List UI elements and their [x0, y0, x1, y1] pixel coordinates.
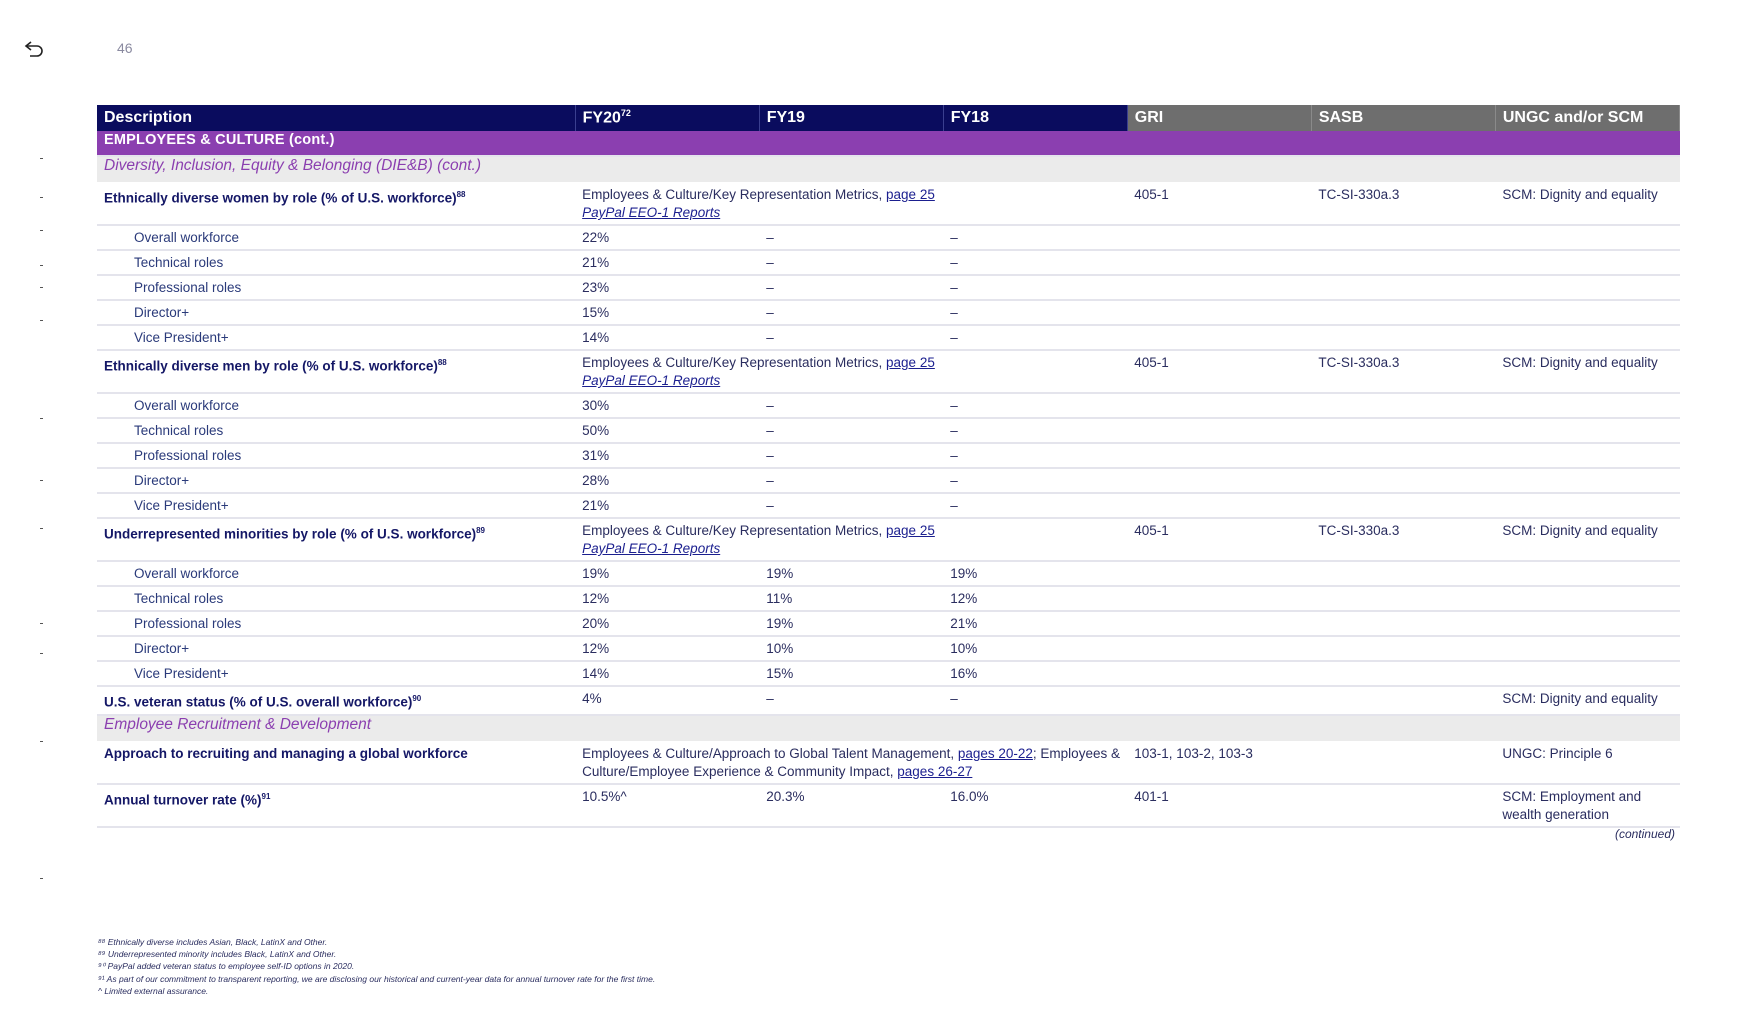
reference-cell: Employees & Culture/Key Representation Metrics, page 25 PayPal EEO-1 Reports — [575, 518, 1127, 561]
table-row — [97, 561, 1680, 586]
fy19-cell: 19% — [759, 561, 943, 586]
footnote: ⁸⁸ Ethnically diverse includes Asian, Black, LatinX and Other. — [98, 937, 328, 947]
fy19-cell: – — [759, 225, 943, 250]
eeo-reports-link[interactable]: PayPal EEO-1 Reports — [582, 373, 721, 388]
fy18-cell: – — [943, 393, 1127, 418]
fy20-cell: 31% — [575, 443, 759, 468]
table-row — [97, 468, 1680, 493]
sasb-cell: TC-SI-330a.3 — [1311, 183, 1495, 226]
footnote: ^ Limited external assurance. — [98, 985, 209, 996]
row-sublabel: Vice President+ — [97, 493, 575, 518]
fy19-cell: – — [759, 325, 943, 350]
fy18-cell: – — [943, 443, 1127, 468]
table-row — [97, 325, 1680, 350]
fy19-cell: – — [759, 418, 943, 443]
data-table — [97, 105, 1680, 828]
header-fy20: $FY20^{72}$ — [575, 105, 759, 131]
fy19-cell: 19% — [759, 611, 943, 636]
fy18-cell: – — [943, 493, 1127, 518]
row-sublabel: Overall workforce — [97, 561, 575, 586]
table-header-row — [97, 105, 1680, 131]
fy19-cell: 10% — [759, 636, 943, 661]
fy19-cell: – — [759, 300, 943, 325]
fy19-cell: – — [759, 493, 943, 518]
row-sublabel: Professional roles — [97, 611, 575, 636]
scm-cell: SCM: Dignity and equality — [1495, 686, 1679, 715]
table-row — [97, 784, 1680, 827]
fy20-cell: 28% — [575, 468, 759, 493]
fy20-cell: 50% — [575, 418, 759, 443]
row-sublabel: Vice President+ — [97, 325, 575, 350]
row-label: Underrepresented minorities by role (% of U.S. workforce)$^{89}$ — [97, 518, 575, 561]
page-number: 46 — [117, 40, 133, 56]
continued-note: (continued) — [1614, 827, 1675, 841]
row-label: Approach to recruiting and managing a global workforce — [97, 741, 575, 784]
gri-cell: 401-1 — [1127, 784, 1311, 827]
fy18-cell: – — [943, 250, 1127, 275]
sasb-cell: TC-SI-330a.3 — [1311, 518, 1495, 561]
fy18-cell: 16% — [943, 661, 1127, 686]
fy18-cell: 21% — [943, 611, 1127, 636]
fy19-cell: – — [759, 468, 943, 493]
table-row — [97, 250, 1680, 275]
row-sublabel: Overall workforce — [97, 225, 575, 250]
row-sublabel: Director+ — [97, 300, 575, 325]
fy20-cell: 23% — [575, 275, 759, 300]
subsection-row — [97, 156, 1680, 183]
fy18-cell: – — [943, 418, 1127, 443]
fy18-cell: – — [943, 686, 1127, 715]
fy18-cell: 12% — [943, 586, 1127, 611]
subsection-title-dieb: Diversity, Inclusion, Equity & Belonging (DIE&B) (cont.) — [97, 156, 1680, 183]
gri-cell: 405-1 — [1127, 350, 1311, 393]
back-arrow-icon[interactable] — [22, 38, 46, 58]
fy18-cell: 10% — [943, 636, 1127, 661]
row-sublabel: Technical roles — [97, 586, 575, 611]
page-link[interactable]: page 25 — [886, 523, 935, 538]
table-row — [97, 300, 1680, 325]
header-sasb: SASB — [1311, 105, 1495, 131]
fy20-cell: 22% — [575, 225, 759, 250]
table-row — [97, 741, 1680, 784]
footnote: ⁸⁹ Underrepresented minority includes Black, LatinX and Other. — [98, 949, 337, 960]
fy18-cell: – — [943, 275, 1127, 300]
table-row — [97, 418, 1680, 443]
header-ungc-scm: UNGC and/or SCM — [1495, 105, 1679, 131]
page-link[interactable]: pages 26-27 — [897, 763, 973, 779]
scm-cell: SCM: Dignity and equality — [1495, 518, 1679, 561]
gri-cell: 405-1 — [1127, 518, 1311, 561]
fy20-cell: 14% — [575, 661, 759, 686]
fy20-cell: 4% — [575, 686, 759, 715]
table-row — [97, 393, 1680, 418]
table-row — [97, 183, 1680, 226]
row-sublabel: Director+ — [97, 636, 575, 661]
fy20-cell: 21% — [575, 250, 759, 275]
table-row — [97, 350, 1680, 393]
row-sublabel: Overall workforce — [97, 393, 575, 418]
row-label: Ethnically diverse women by role (% of U.S. workforce)$^{88}$ — [97, 183, 575, 226]
row-sublabel: Director+ — [97, 468, 575, 493]
fy20-cell: 12% — [575, 636, 759, 661]
row-label: Ethnically diverse men by role (% of U.S. workforce)$^{88}$ — [97, 350, 575, 393]
reference-cell: Employees & Culture/Key Representation Metrics, page 25 PayPal EEO-1 Reports — [575, 350, 1127, 393]
fy18-cell: – — [943, 225, 1127, 250]
fy19-cell: – — [759, 250, 943, 275]
footnotes — [98, 936, 998, 997]
fy20-cell: 15% — [575, 300, 759, 325]
table-row — [97, 586, 1680, 611]
footnote: ⁹¹ As part of our commitment to transparent reporting, we are disclosing our historical and current-year data for annual turnover rate for the first time. — [98, 973, 656, 984]
row-sublabel: Professional roles — [97, 275, 575, 300]
eeo-reports-link[interactable]: PayPal EEO-1 Reports — [582, 541, 721, 556]
row-sublabel: Professional roles — [97, 443, 575, 468]
fy18-cell: – — [943, 468, 1127, 493]
header-gri: GRI — [1127, 105, 1311, 131]
fy20-cell: 14% — [575, 325, 759, 350]
fy19-cell: – — [759, 443, 943, 468]
scm-cell: UNGC: Principle 6 — [1495, 741, 1679, 784]
header-fy18: FY18 — [943, 105, 1127, 131]
header-description: Description — [97, 105, 575, 131]
fy19-cell: 15% — [759, 661, 943, 686]
section-title: EMPLOYEES & CULTURE (cont.) — [97, 131, 1680, 156]
fy19-cell: 11% — [759, 586, 943, 611]
table-row — [97, 686, 1680, 715]
header-fy19: FY19 — [759, 105, 943, 131]
scm-cell: SCM: Dignity and equality — [1495, 183, 1679, 226]
section-row — [97, 131, 1680, 156]
gri-cell: 405-1 — [1127, 183, 1311, 226]
fy19-cell: 20.3% — [759, 784, 943, 827]
row-sublabel: Technical roles — [97, 250, 575, 275]
side-navigation-ticks — [40, 150, 48, 950]
fy20-cell: 20% — [575, 611, 759, 636]
fy18-cell: – — [943, 300, 1127, 325]
table-row — [97, 275, 1680, 300]
row-label: U.S. veteran status (% of U.S. overall workforce)$^{90}$ — [97, 686, 575, 715]
fy18-cell: – — [943, 325, 1127, 350]
table-row — [97, 493, 1680, 518]
fy19-cell: – — [759, 686, 943, 715]
page-link[interactable]: page 25 — [886, 355, 935, 370]
fy19-cell: – — [759, 393, 943, 418]
fy20-cell: 21% — [575, 493, 759, 518]
eeo-reports-link[interactable]: PayPal EEO-1 Reports — [582, 205, 721, 220]
fy20-cell: 10.5%^ — [575, 784, 759, 827]
row-label: Annual turnover rate (%)$^{91}$ — [97, 784, 575, 827]
table-row — [97, 611, 1680, 636]
row-sublabel: Technical roles — [97, 418, 575, 443]
row-sublabel: Vice President+ — [97, 661, 575, 686]
scm-cell: SCM: Employment and wealth generation — [1495, 784, 1679, 827]
fy20-cell: 19% — [575, 561, 759, 586]
subsection-title-recruitment: Employee Recruitment & Development — [97, 715, 1680, 742]
table-row — [97, 443, 1680, 468]
fy19-cell: – — [759, 275, 943, 300]
reference-cell: Employees & Culture/Key Representation Metrics, page 25 PayPal EEO-1 Reports — [575, 183, 1127, 226]
fy18-cell: 16.0% — [943, 784, 1127, 827]
table-row — [97, 636, 1680, 661]
subsection-row — [97, 715, 1680, 742]
fy18-cell: 19% — [943, 561, 1127, 586]
page-link[interactable]: pages 20-22 — [957, 745, 1033, 761]
page-link[interactable]: page 25 — [886, 187, 935, 202]
reference-cell: Employees & Culture/Approach to Global Talent Management, pages 20-22; Employees & Culture/Employee Experience & Community Impact, pages 26-27 — [575, 741, 1127, 784]
sasb-cell: TC-SI-330a.3 — [1311, 350, 1495, 393]
footnote: ⁹⁰ PayPal added veteran status to employee self-ID options in 2020. — [98, 961, 355, 972]
scm-cell: SCM: Dignity and equality — [1495, 350, 1679, 393]
table-row — [97, 518, 1680, 561]
fy20-cell: 12% — [575, 586, 759, 611]
gri-cell: 103-1, 103-2, 103-3 — [1127, 741, 1311, 784]
fy20-cell: 30% — [575, 393, 759, 418]
table-row — [97, 225, 1680, 250]
table-row — [97, 661, 1680, 686]
